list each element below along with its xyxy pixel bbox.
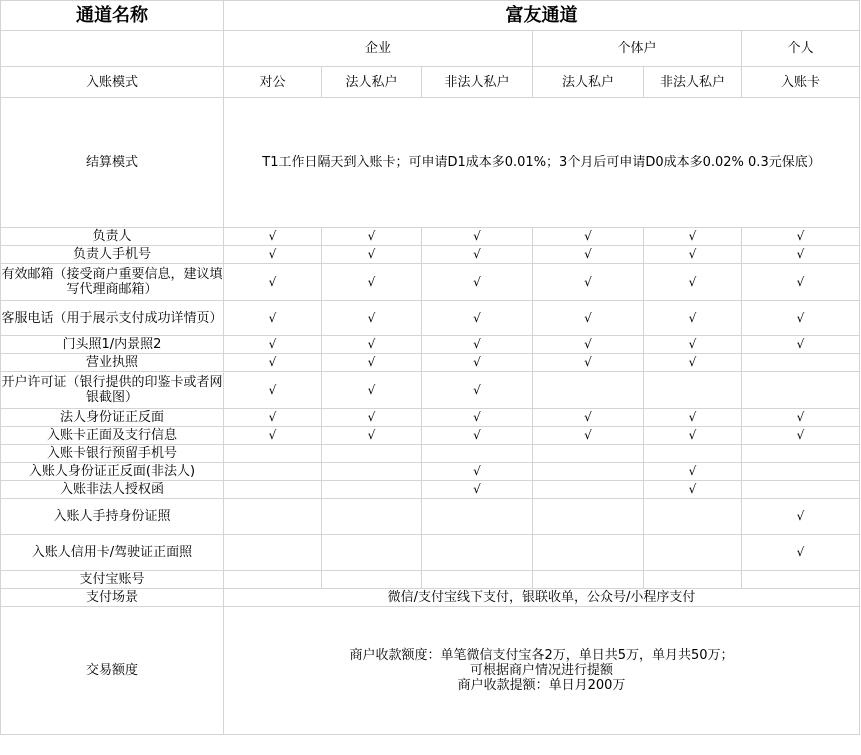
- trade-text[interactable]: [224, 607, 860, 735]
- check-cell[interactable]: √: [322, 372, 422, 409]
- channel-name-header[interactable]: 通道名称: [1, 1, 224, 31]
- check-cell[interactable]: √: [533, 409, 644, 427]
- requirement-row: [1, 445, 860, 463]
- group-individual-business[interactable]: 个体户: [533, 31, 742, 67]
- check-cell[interactable]: [742, 354, 860, 372]
- requirement-row: [1, 463, 860, 481]
- check-cell[interactable]: √: [422, 427, 533, 445]
- requirement-row: [1, 499, 860, 535]
- group-personal[interactable]: 个人: [742, 31, 860, 67]
- check-cell[interactable]: [322, 499, 422, 535]
- requirement-label[interactable]: 支付宝账号: [1, 571, 224, 589]
- requirement-row: [1, 481, 860, 499]
- requirement-label[interactable]: 负责人手机号: [1, 246, 224, 264]
- check-cell[interactable]: [224, 481, 322, 499]
- requirement-row: [1, 409, 860, 427]
- check-cell[interactable]: √: [422, 481, 533, 499]
- check-cell[interactable]: [644, 372, 742, 409]
- settlement-text[interactable]: T1工作日隔天到入账卡；可申请D1成本多0.01%；3个月后可申请D0成本多0.02% 0.3元保底）: [224, 98, 860, 228]
- requirement-label[interactable]: 有效邮箱（接受商户重要信息，建议填写代理商邮箱）: [1, 264, 224, 301]
- requirement-label[interactable]: 入账卡银行预留手机号: [1, 445, 224, 463]
- check-cell[interactable]: √: [422, 301, 533, 336]
- check-cell[interactable]: [322, 463, 422, 481]
- check-cell[interactable]: √: [644, 354, 742, 372]
- check-cell[interactable]: [742, 445, 860, 463]
- check-cell[interactable]: [533, 571, 644, 589]
- check-cell[interactable]: √: [224, 336, 322, 354]
- check-cell[interactable]: √: [644, 228, 742, 246]
- requirement-label[interactable]: 营业执照: [1, 354, 224, 372]
- mode-corporate[interactable]: 对公: [224, 67, 322, 98]
- check-cell[interactable]: √: [224, 228, 322, 246]
- check-cell[interactable]: √: [742, 246, 860, 264]
- trade-line-1: 商户收款额度：单笔微信支付宝各2万，单日共5万，单月共50万；: [349, 648, 734, 663]
- check-cell[interactable]: [224, 535, 322, 571]
- check-cell[interactable]: √: [533, 336, 644, 354]
- requirement-label[interactable]: 门头照1/内景照2: [1, 336, 224, 354]
- check-cell[interactable]: √: [533, 354, 644, 372]
- check-cell[interactable]: [422, 535, 533, 571]
- check-cell[interactable]: √: [644, 427, 742, 445]
- check-cell[interactable]: √: [742, 427, 860, 445]
- check-cell[interactable]: [742, 481, 860, 499]
- check-cell[interactable]: [322, 571, 422, 589]
- check-cell[interactable]: [322, 481, 422, 499]
- check-cell[interactable]: [533, 481, 644, 499]
- trade-line-3: 商户收款提额：单日月200万: [457, 678, 626, 693]
- check-cell[interactable]: √: [644, 246, 742, 264]
- check-cell[interactable]: √: [322, 354, 422, 372]
- check-cell[interactable]: [422, 445, 533, 463]
- mode-legal-private-2[interactable]: 法人私户: [533, 67, 644, 98]
- check-cell[interactable]: √: [224, 264, 322, 301]
- check-cell[interactable]: [533, 499, 644, 535]
- requirement-row: [1, 228, 860, 246]
- requirement-label[interactable]: 入账卡正面及支行信息: [1, 427, 224, 445]
- check-cell[interactable]: √: [742, 301, 860, 336]
- check-cell[interactable]: [742, 372, 860, 409]
- check-cell[interactable]: [644, 445, 742, 463]
- pay-scene-text[interactable]: 微信/支付宝线下支付，银联收单，公众号/小程序支付: [224, 589, 860, 607]
- check-cell[interactable]: √: [322, 409, 422, 427]
- check-cell[interactable]: [533, 445, 644, 463]
- check-cell[interactable]: [533, 372, 644, 409]
- check-cell[interactable]: √: [322, 246, 422, 264]
- requirement-row: [1, 301, 860, 336]
- check-cell[interactable]: [422, 571, 533, 589]
- check-cell[interactable]: √: [422, 336, 533, 354]
- check-cell[interactable]: [422, 499, 533, 535]
- check-cell[interactable]: [224, 445, 322, 463]
- check-cell[interactable]: √: [742, 535, 860, 571]
- requirement-row: [1, 571, 860, 589]
- requirement-row: [1, 535, 860, 571]
- check-cell[interactable]: [533, 463, 644, 481]
- check-cell[interactable]: √: [644, 301, 742, 336]
- check-cell[interactable]: [533, 535, 644, 571]
- requirement-label[interactable]: 入账非法人授权函: [1, 481, 224, 499]
- check-cell[interactable]: √: [224, 354, 322, 372]
- check-cell[interactable]: √: [644, 409, 742, 427]
- check-cell[interactable]: √: [533, 301, 644, 336]
- check-cell[interactable]: [742, 463, 860, 481]
- mode-card[interactable]: 入账卡: [742, 67, 860, 98]
- mode-nonlegal-private-2[interactable]: 非法人私户: [644, 67, 742, 98]
- check-cell[interactable]: √: [644, 336, 742, 354]
- check-cell[interactable]: [644, 499, 742, 535]
- requirement-label[interactable]: 入账人信用卡/驾驶证正面照: [1, 535, 224, 571]
- requirement-label[interactable]: 客服电话（用于展示支付成功详情页）: [1, 301, 224, 336]
- check-cell[interactable]: √: [422, 264, 533, 301]
- requirement-row: [1, 372, 860, 409]
- trade-label[interactable]: 交易额度: [1, 607, 224, 735]
- check-cell[interactable]: √: [644, 481, 742, 499]
- check-cell[interactable]: √: [422, 409, 533, 427]
- check-cell[interactable]: √: [644, 264, 742, 301]
- check-cell[interactable]: √: [322, 264, 422, 301]
- requirement-label[interactable]: 入账人身份证正反面(非法人): [1, 463, 224, 481]
- mode-label[interactable]: 入账模式: [1, 67, 224, 98]
- requirement-label[interactable]: 法人身份证正反面: [1, 409, 224, 427]
- requirement-label[interactable]: 负责人: [1, 228, 224, 246]
- check-cell[interactable]: √: [533, 427, 644, 445]
- check-cell[interactable]: [224, 571, 322, 589]
- check-cell[interactable]: √: [742, 228, 860, 246]
- requirement-row: [1, 336, 860, 354]
- check-cell[interactable]: √: [742, 336, 860, 354]
- check-cell[interactable]: [224, 499, 322, 535]
- mode-nonlegal-private[interactable]: 非法人私户: [422, 67, 533, 98]
- group-enterprise[interactable]: 企业: [224, 31, 533, 67]
- check-cell[interactable]: √: [224, 301, 322, 336]
- check-cell[interactable]: √: [224, 372, 322, 409]
- pay-scene-label[interactable]: 支付场景: [1, 589, 224, 607]
- channel-title[interactable]: 富友通道: [224, 1, 860, 31]
- check-cell[interactable]: [322, 535, 422, 571]
- check-cell[interactable]: √: [742, 409, 860, 427]
- check-cell[interactable]: √: [422, 372, 533, 409]
- check-cell[interactable]: √: [422, 354, 533, 372]
- requirement-row: [1, 264, 860, 301]
- check-cell[interactable]: √: [322, 301, 422, 336]
- check-cell[interactable]: √: [322, 427, 422, 445]
- check-cell[interactable]: √: [224, 246, 322, 264]
- check-cell[interactable]: √: [742, 499, 860, 535]
- check-cell[interactable]: [322, 445, 422, 463]
- check-cell[interactable]: √: [224, 409, 322, 427]
- requirement-label[interactable]: 开户许可证（银行提供的印鉴卡或者网银截图）: [1, 372, 224, 409]
- check-cell[interactable]: √: [533, 246, 644, 264]
- trade-line-2: 可根据商户情况进行提额: [469, 663, 613, 678]
- blank-cell[interactable]: [1, 31, 224, 67]
- check-cell[interactable]: √: [644, 463, 742, 481]
- check-cell[interactable]: √: [224, 427, 322, 445]
- check-cell[interactable]: [224, 463, 322, 481]
- check-cell[interactable]: [742, 571, 860, 589]
- requirement-label[interactable]: 入账人手持身份证照: [1, 499, 224, 535]
- check-cell[interactable]: [644, 535, 742, 571]
- check-cell[interactable]: √: [422, 246, 533, 264]
- settlement-label[interactable]: 结算模式: [1, 98, 224, 228]
- mode-legal-private[interactable]: 法人私户: [322, 67, 422, 98]
- check-cell[interactable]: √: [533, 228, 644, 246]
- check-cell[interactable]: [644, 571, 742, 589]
- check-cell[interactable]: √: [422, 228, 533, 246]
- check-cell[interactable]: √: [533, 264, 644, 301]
- check-cell[interactable]: √: [742, 264, 860, 301]
- requirement-row: [1, 246, 860, 264]
- check-cell[interactable]: √: [322, 336, 422, 354]
- requirement-row: [1, 427, 860, 445]
- check-cell[interactable]: √: [322, 228, 422, 246]
- requirement-row: [1, 354, 860, 372]
- check-cell[interactable]: √: [422, 463, 533, 481]
